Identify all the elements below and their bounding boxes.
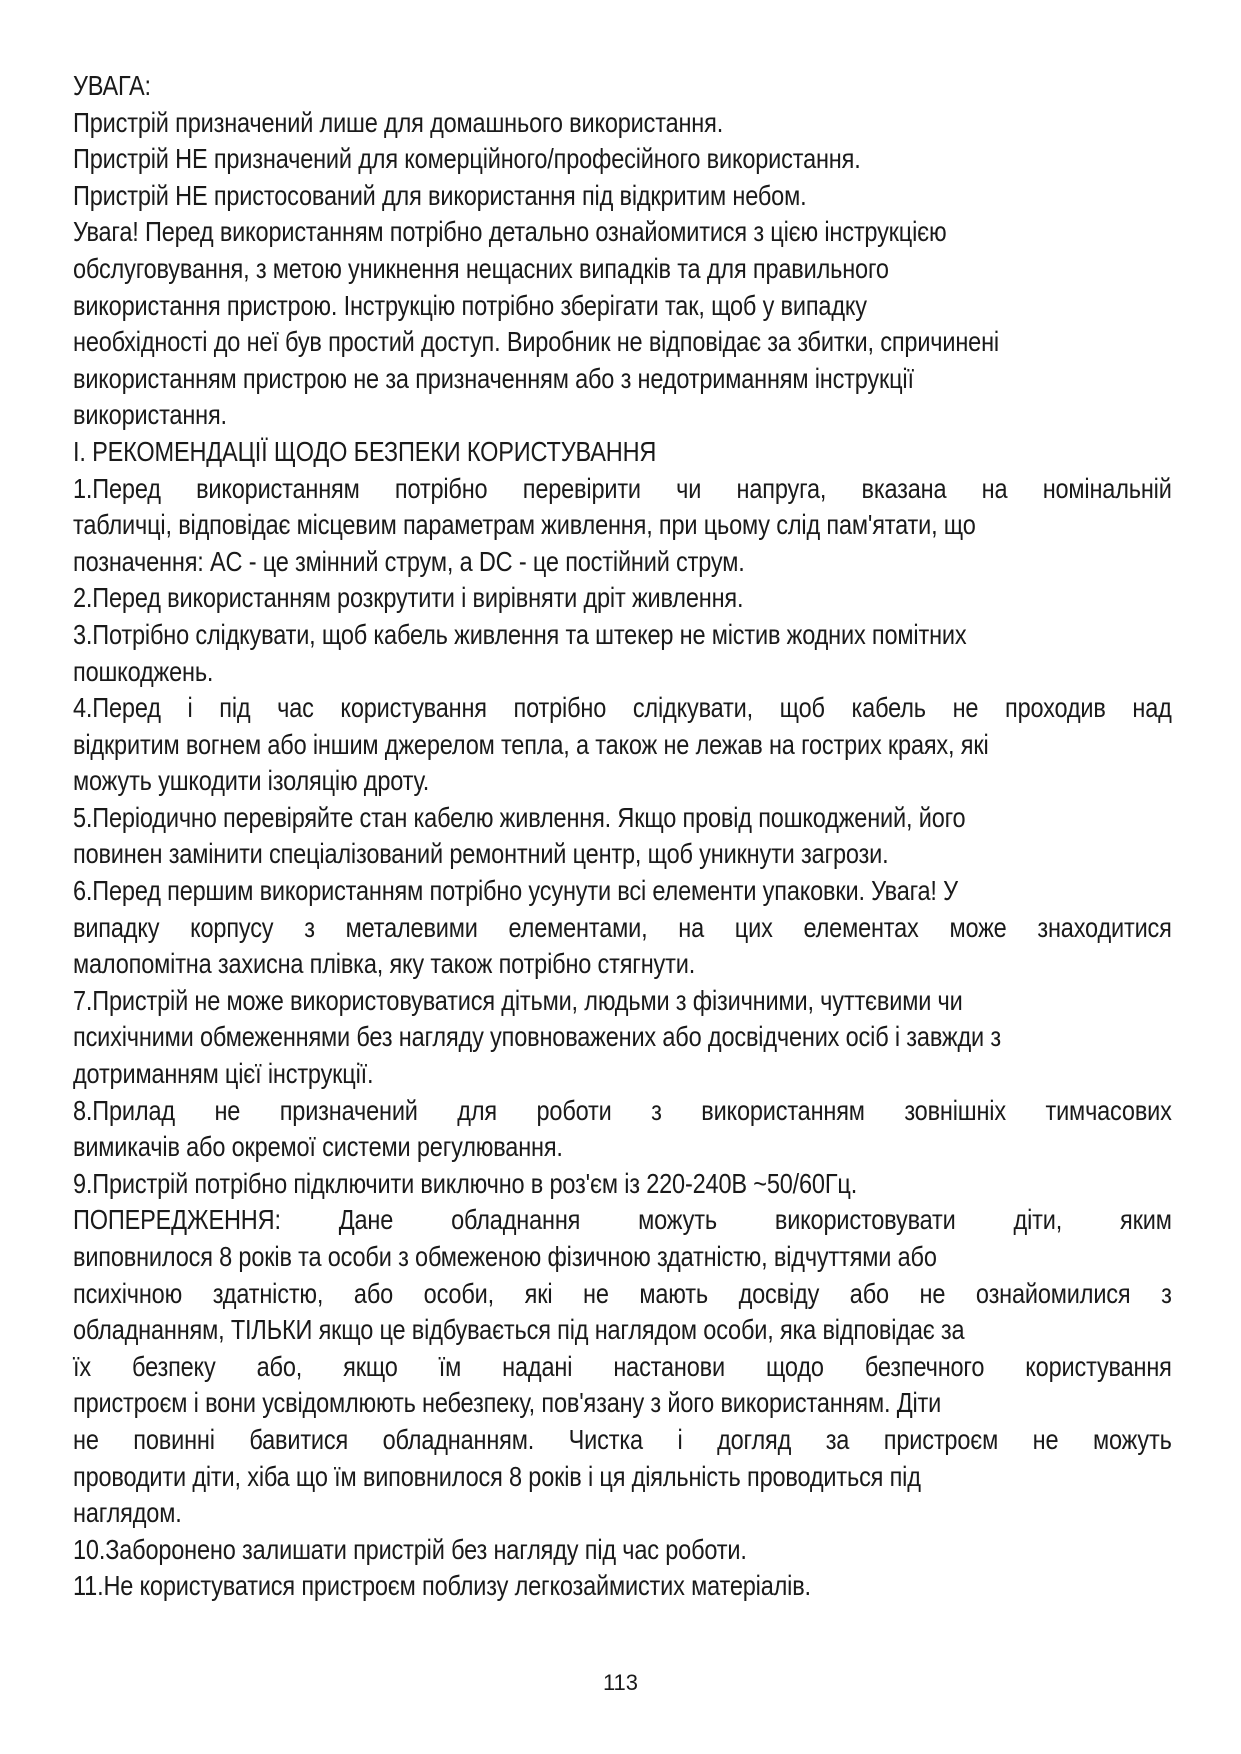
text-line: табличці, відповідає місцевим параметрам живлення, при цьому слід пам'ятати, що (73, 509, 976, 541)
text-line: необхідності до неї був простий доступ. Виробник не відповідає за збитки, спричинені (73, 326, 999, 358)
text-line: виповнилося 8 років та особи з обмеженою фізичною здатністю, відчуттями або (73, 1241, 937, 1272)
text-line: ПОПЕРЕДЖЕННЯ: Дане обладнання можуть використовувати діти, яким (73, 1204, 1172, 1236)
text-line: Увага! Перед використанням потрібно детально ознайомитися з цією інструкцією (73, 216, 947, 248)
text-line: їх безпеку або, якщо їм надані настанови щодо безпечного користування (73, 1350, 1172, 1382)
text-line: 5.Періодично перевіряйте стан кабелю живлення. Якщо провід пошкоджений, його (73, 801, 966, 833)
text-line: Пристрій НЕ призначений для комерційного/професійного використання. (73, 143, 861, 175)
text-line: 9.Пристрій потрібно підключити виключно в роз'єм із 220-240В ~50/60Гц. (73, 1167, 858, 1199)
text-line: 6.Перед першим використанням потрібно усунути всі елементи упаковки. Увага! У (73, 875, 958, 907)
text-line: I. РЕКОМЕНДАЦІЇ ЩОДО БЕЗПЕКИ КОРИСТУВАННЯ (73, 435, 657, 467)
text-line: психічною здатністю, або особи, які не мають досвіду або не ознайомилися з (73, 1277, 1172, 1309)
text-line: 8.Прилад не призначений для роботи з використанням зовнішніх тимчасових (73, 1094, 1172, 1126)
text-line: 1.Перед використанням потрібно перевірити чи напруга, вказана на номінальній (73, 472, 1172, 504)
text-line: можуть ушкодити ізоляцію дроту. (73, 765, 430, 797)
text-line: УВАГА: (73, 70, 151, 101)
text-line: обладнанням, ТІЛЬКИ якщо це відбувається під наглядом особи, яка відповідає за (73, 1314, 965, 1346)
text-line: малопомітна захисна плівка, яку також потрібно стягнути. (73, 948, 696, 980)
text-line: випадку корпусу з металевими елементами, на цих елементах може знаходитися (73, 911, 1172, 943)
text-line: 7.Пристрій не може використовуватися дітьми, людьми з фізичними, чуттєвими чи (73, 984, 963, 1016)
text-line: використання. (73, 399, 227, 431)
text-line: 3.Потрібно слідкувати, щоб кабель живлення та штекер не містив жодних помітних (73, 618, 967, 650)
text-line: використання пристрою. Інструкцію потрібно зберігати так, щоб у випадку (73, 289, 867, 321)
text-line: проводити діти, хіба що їм виповнилося 8 років і ця діяльність проводиться під (73, 1460, 921, 1492)
text-line: Пристрій призначений лише для домашнього використання. (73, 106, 724, 138)
text-line: 11.Не користуватися пристроєм поблизу легкозаймистих матеріалів. (73, 1570, 811, 1602)
text-line: відкритим вогнем або іншим джерелом тепла, а також не лежав на гострих краях, які (73, 728, 989, 760)
text-line: не повинні бавитися обладнанням. Чистка і догляд за пристроєм не можуть (73, 1423, 1172, 1455)
text-line: 10.Заборонено залишати пристрій без нагляду під час роботи. (73, 1533, 747, 1565)
text-line: 2.Перед використанням розкрутити і вирівняти дріт живлення. (73, 582, 744, 614)
text-line: дотриманням цієї інструкції. (73, 1058, 374, 1090)
text-line: повинен замінити спеціалізований ремонтний центр, щоб уникнути загрози. (73, 838, 889, 870)
text-line: пошкоджень. (73, 655, 214, 687)
text-line: пристроєм і вони усвідомлюють небезпеку, пов'язану з його використанням. Діти (73, 1387, 942, 1419)
text-line: 4.Перед і під час користування потрібно слідкувати, щоб кабель не проходив над (73, 692, 1172, 724)
document-page (73, 68, 1173, 1708)
text-line: позначення: AC - це змінний струм, а DC - це постійний струм. (73, 545, 745, 577)
text-line: психічними обмеженнями без нагляду уповноважених або досвідчених осіб і завжди з (73, 1021, 1001, 1053)
page-number: 113 (602, 1670, 639, 1695)
text-line: вимикачів або окремої системи регулювання. (73, 1131, 563, 1163)
text-line: наглядом. (73, 1497, 182, 1529)
text-line: обслуговування, з метою уникнення нещасних випадків та для правильного (73, 252, 889, 284)
text-line: використанням пристрою не за призначенням або з недотриманням інструкції (73, 362, 914, 394)
text-line: Пристрій НЕ пристосований для використання під відкритим небом. (73, 179, 807, 211)
